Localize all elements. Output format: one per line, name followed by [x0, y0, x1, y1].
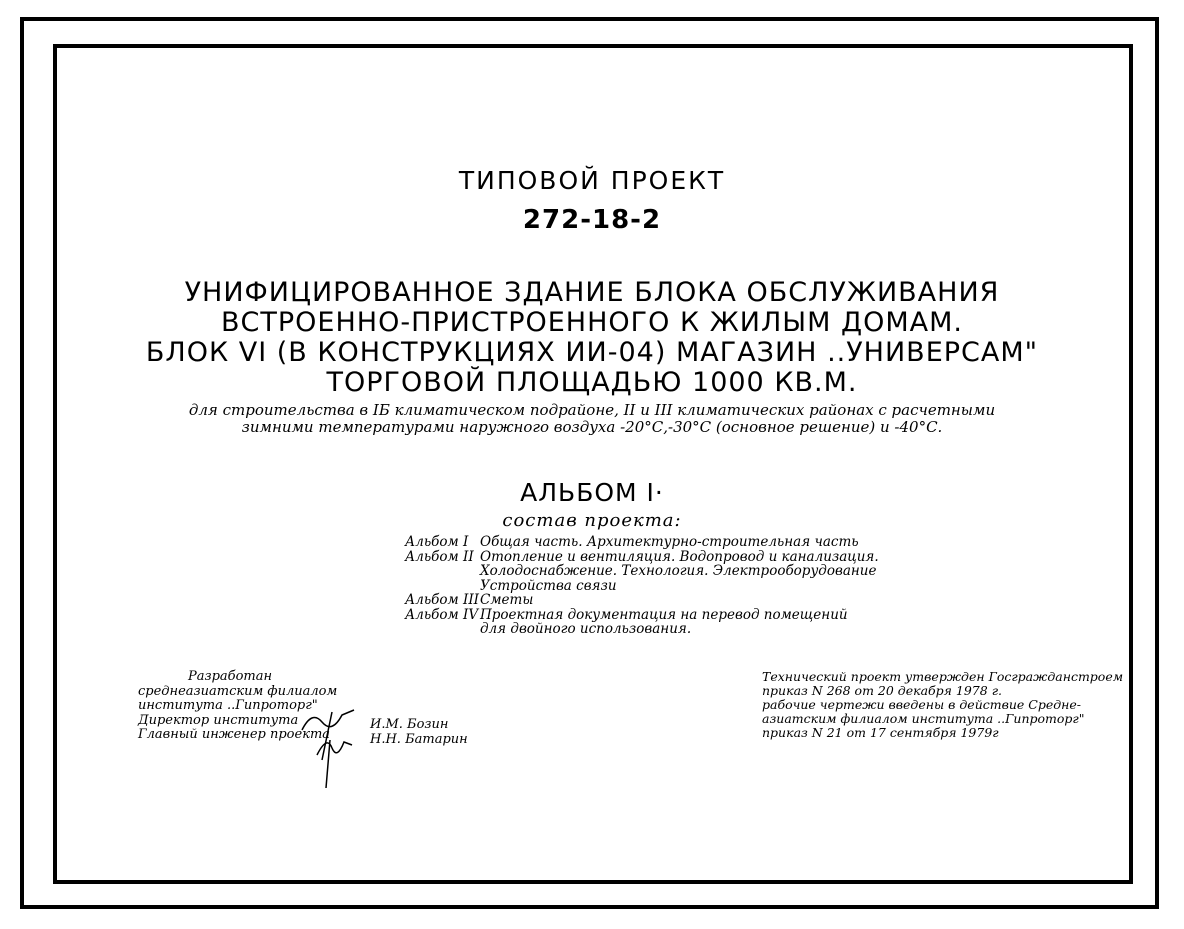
volume-desc-cont: Устройства связи: [480, 577, 617, 594]
project-number: 272-18-2: [522, 205, 662, 235]
main-title-line: УНИФИЦИРОВАННОЕ ЗДАНИЕ БЛОКА ОБСЛУЖИВАНИЯ: [184, 277, 1000, 308]
volume-desc: Общая часть. Архитектурно-строительная часть: [480, 534, 859, 550]
main-title-line: БЛОК VI (В КОНСТРУКЦИЯХ ИИ-04) МАГАЗИН ..УНИВЕРСАМ": [145, 337, 1039, 368]
volume-name: Альбом IV: [405, 606, 479, 623]
volume-item: [405, 608, 879, 623]
signatory-names: [370, 718, 468, 747]
chief-engineer-label: Главный инженер проекта: [138, 727, 331, 742]
volume-item: [405, 550, 879, 565]
volume-desc: Отопление и вентиляция. Водопровод и канализация.: [480, 548, 879, 565]
volume-item: [405, 535, 879, 550]
main-title-line: ВСТРОЕННО-ПРИСТРОЕННОГО К ЖИЛЫМ ДОМАМ.: [221, 307, 963, 338]
chief-engineer-name: Н.Н. Батарин: [370, 731, 468, 747]
main-title-line: ТОРГОВОЙ ПЛОЩАДЬЮ 1000 КВ.М.: [326, 367, 858, 398]
volume-item: [405, 593, 879, 608]
volume-desc-cont: Холодоснабжение. Технология. Электрооборудование: [480, 563, 877, 579]
volume-name: Альбом III: [405, 592, 480, 608]
subtitle-line: для строительства в IБ климатическом подрайоне, II и III климатических районах с расчетными: [188, 401, 996, 419]
subtitle: [0, 402, 1184, 436]
project-type-heading: ТИПОВОЙ ПРОЕКТ: [458, 166, 726, 195]
volume-desc-cont: для двойного использования.: [480, 621, 692, 637]
volume-name: Альбом I: [405, 534, 469, 550]
approval-line: приказ N 268 от 20 декабря 1978 г.: [762, 683, 1002, 698]
director-name: И.М. Бозин: [370, 717, 449, 732]
composition-label: состав проекта:: [502, 510, 682, 531]
developer-org-line: института ..Гипроторг": [138, 698, 318, 713]
approval-line: приказ N 21 от 17 сентября 1979г: [762, 725, 999, 740]
signatures-icon: [292, 700, 372, 790]
director-label: Директор института: [138, 712, 299, 728]
volume-list: [405, 535, 879, 637]
approval-line: азиатским филиалом института ..Гипроторг": [762, 711, 1085, 726]
volume-name: Альбом II: [405, 548, 474, 565]
main-title: [0, 278, 1184, 398]
subtitle-line: зимними температурами наружного воздуха -20°С,-30°С (основное решение) и -40°С.: [241, 418, 943, 436]
volume-desc: Проектная документация на перевод помещений: [480, 606, 848, 623]
developed-label: Разработан: [188, 669, 273, 684]
approval-line: рабочие чертежи введены в действие Средне-: [762, 697, 1082, 712]
approval-block: [762, 670, 1123, 740]
album-title: АЛЬБОМ I·: [520, 478, 664, 507]
approval-line: Технический проект утвержден Госгражданстроем: [762, 669, 1124, 684]
developer-org-line: среднеазиатским филиалом: [138, 683, 338, 699]
volume-desc: Сметы: [480, 592, 534, 608]
